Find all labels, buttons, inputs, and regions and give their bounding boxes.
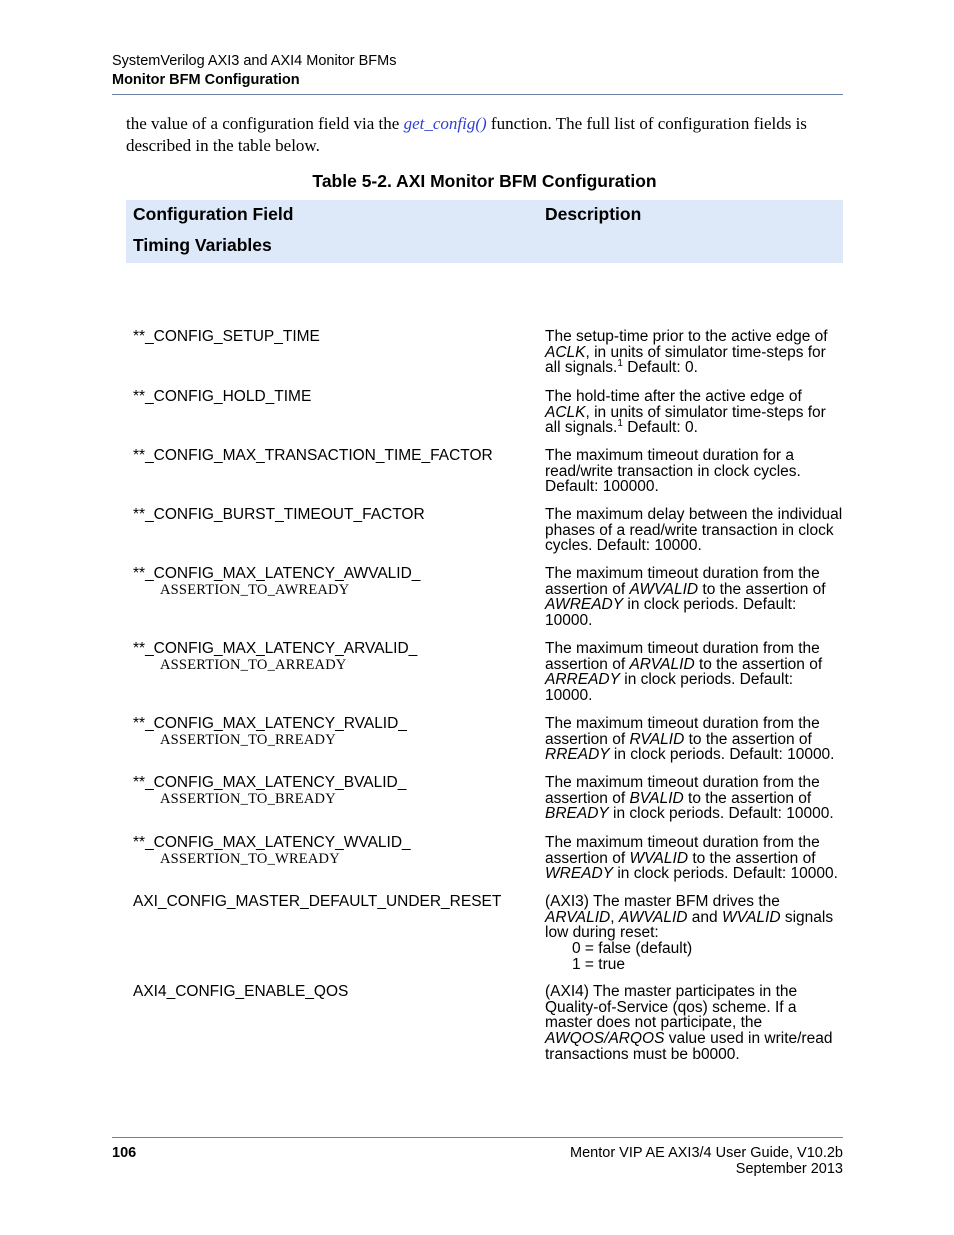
config-field-description [545, 716, 843, 763]
config-field-text: **_CONFIG_MAX_LATENCY_BVALID_ [133, 774, 407, 791]
config-field-text: **_CONFIG_MAX_LATENCY_RVALID_ [133, 715, 407, 732]
config-field-name [133, 835, 533, 867]
description-text: Default: 0. [622, 419, 698, 437]
config-field-text: **_CONFIG_MAX_LATENCY_ARVALID_ [133, 640, 418, 657]
signal-name: AWREADY [545, 596, 624, 614]
description-text: to the assertion of [698, 580, 826, 598]
footer-date: September 2013 [735, 1161, 843, 1177]
signal-name: RREADY [545, 746, 610, 764]
signal-name: WVALID [629, 849, 689, 867]
description-text: , [610, 908, 619, 926]
config-table [126, 200, 843, 1063]
signal-name: BREADY [545, 805, 609, 823]
config-field-name [133, 448, 533, 464]
description-text: The maximum timeout duration from the assertion of [545, 834, 820, 867]
description-text: The maximum timeout duration from the assertion of [545, 640, 820, 673]
config-field-name [133, 775, 533, 807]
config-field-text: **_CONFIG_MAX_TRANSACTION_TIME_FACTOR [133, 447, 493, 464]
description-text: in clock periods. Default: 10000. [545, 671, 794, 705]
config-field-text: **_CONFIG_MAX_LATENCY_WVALID_ [133, 834, 411, 851]
description-text: to the assertion of [694, 655, 823, 673]
config-field-description [545, 775, 843, 822]
footnote-marker: 1 [617, 418, 623, 430]
config-field-continuation: ASSERTION_TO_WREADY [160, 851, 340, 867]
config-field-text: AXI_CONFIG_MASTER_DEFAULT_UNDER_RESET [133, 893, 502, 910]
config-field-name [133, 389, 533, 405]
config-field-description [545, 894, 843, 973]
signal-name: WVALID [721, 908, 781, 926]
page-number: 106 [112, 1145, 137, 1161]
table-caption: Table 5-2. AXI Monitor BFM Configuration [312, 171, 657, 191]
description-text: The maximum timeout duration for a read/write transaction in clock cycles. Default: 100000. [545, 447, 801, 496]
description-text: value used in write/read transactions must be b0000. [545, 1030, 833, 1063]
config-field-name [133, 894, 533, 910]
config-field-text: AXI4_CONFIG_ENABLE_QOS [133, 983, 349, 1000]
description-text: The hold-time after the active edge of [545, 388, 802, 405]
config-field-continuation: ASSERTION_TO_RREADY [160, 732, 336, 748]
column-header-description: Description [545, 204, 642, 224]
footer-guide-title: Mentor VIP AE AXI3/4 User Guide, V10.2b [570, 1145, 843, 1161]
running-header [112, 52, 843, 90]
header-section-title: Monitor BFM Configuration [112, 72, 300, 88]
description-text: The maximum timeout duration from the assertion of [545, 565, 820, 598]
intro-text-after: function. The full list of configuration fields is described in the table below. [126, 114, 807, 155]
config-field-name [133, 641, 533, 673]
description-text: to the assertion of [684, 730, 812, 748]
config-field-name [133, 566, 533, 598]
config-field-description [545, 641, 843, 704]
config-field-description [545, 984, 843, 1063]
description-text: Default: 0. [622, 359, 698, 377]
config-field-description [545, 448, 843, 495]
signal-name: AWVALID [629, 580, 699, 598]
description-text: The maximum delay between the individual phases of a read/write transaction in clock cycles. Default: 10000. [545, 506, 843, 555]
description-text: The setup-time prior to the active edge of [545, 328, 828, 345]
signal-name: WREADY [545, 865, 614, 883]
config-field-description [545, 329, 843, 376]
description-text: The maximum timeout duration from the assertion of [545, 715, 820, 748]
config-field-name [133, 716, 533, 748]
description-text: in clock periods. Default: 10000. [613, 865, 838, 883]
header-doc-title: SystemVerilog AXI3 and AXI4 Monitor BFMs [112, 53, 397, 69]
footer-divider [112, 1137, 843, 1138]
signal-name: ACLK [545, 403, 586, 421]
config-field-text: **_CONFIG_MAX_LATENCY_AWVALID_ [133, 565, 421, 582]
signal-name: RVALID [629, 730, 685, 748]
config-field-continuation: ASSERTION_TO_ARREADY [160, 657, 347, 673]
footnote-marker: 1 [617, 358, 623, 370]
signal-name: BVALID [629, 789, 684, 807]
config-field-description [545, 389, 843, 436]
config-field-text: **_CONFIG_HOLD_TIME [133, 388, 312, 405]
signal-name: AWVALID [618, 908, 688, 926]
description-text: to the assertion of [688, 849, 816, 867]
description-text: in clock periods. Default: 10000. [608, 805, 834, 823]
signal-name: ACLK [545, 343, 586, 361]
signal-name: ARVALID [629, 655, 695, 673]
get-config-link[interactable]: get_config() [403, 114, 487, 133]
config-field-description [545, 835, 843, 882]
table-header [126, 200, 843, 263]
description-text: , in units of simulator time-steps for all signals. [545, 403, 826, 437]
description-text: signals low during reset: [545, 908, 834, 942]
description-text: in clock periods. Default: 10000. [545, 596, 797, 630]
description-text: (AXI3) The master BFM drives the [545, 893, 780, 910]
signal-name: ARVALID [545, 908, 611, 926]
config-field-continuation: ASSERTION_TO_AWREADY [160, 582, 350, 598]
config-field-description [545, 566, 843, 629]
signal-name: AWQOS/ARQOS [545, 1030, 665, 1048]
description-text: in clock periods. Default: 10000. [609, 746, 835, 764]
option-value: 1 = true [572, 955, 625, 973]
config-field-name [133, 329, 533, 345]
config-field-name [133, 984, 533, 1000]
intro-text-before: the value of a configuration field via the [126, 114, 404, 133]
option-value: 0 = false (default) [572, 940, 693, 958]
config-field-text: **_CONFIG_BURST_TIMEOUT_FACTOR [133, 506, 425, 523]
description-text: , in units of simulator time-steps for all signals. [545, 343, 826, 377]
config-field-text: **_CONFIG_SETUP_TIME [133, 328, 320, 345]
config-field-continuation: ASSERTION_TO_BREADY [160, 791, 336, 807]
column-header-field: Configuration Field [133, 204, 294, 224]
header-divider [112, 94, 843, 95]
intro-paragraph [126, 113, 843, 157]
section-header-timing: Timing Variables [133, 235, 272, 255]
description-text: (AXI4) The master participates in the Quality-of-Service (qos) scheme. If a master does not participate, the [545, 983, 798, 1032]
description-text: and [687, 908, 722, 926]
description-text: to the assertion of [683, 789, 812, 807]
description-text: The maximum timeout duration from the assertion of [545, 774, 820, 807]
signal-name: ARREADY [545, 671, 620, 689]
config-field-description [545, 507, 843, 554]
config-field-name [133, 507, 533, 523]
